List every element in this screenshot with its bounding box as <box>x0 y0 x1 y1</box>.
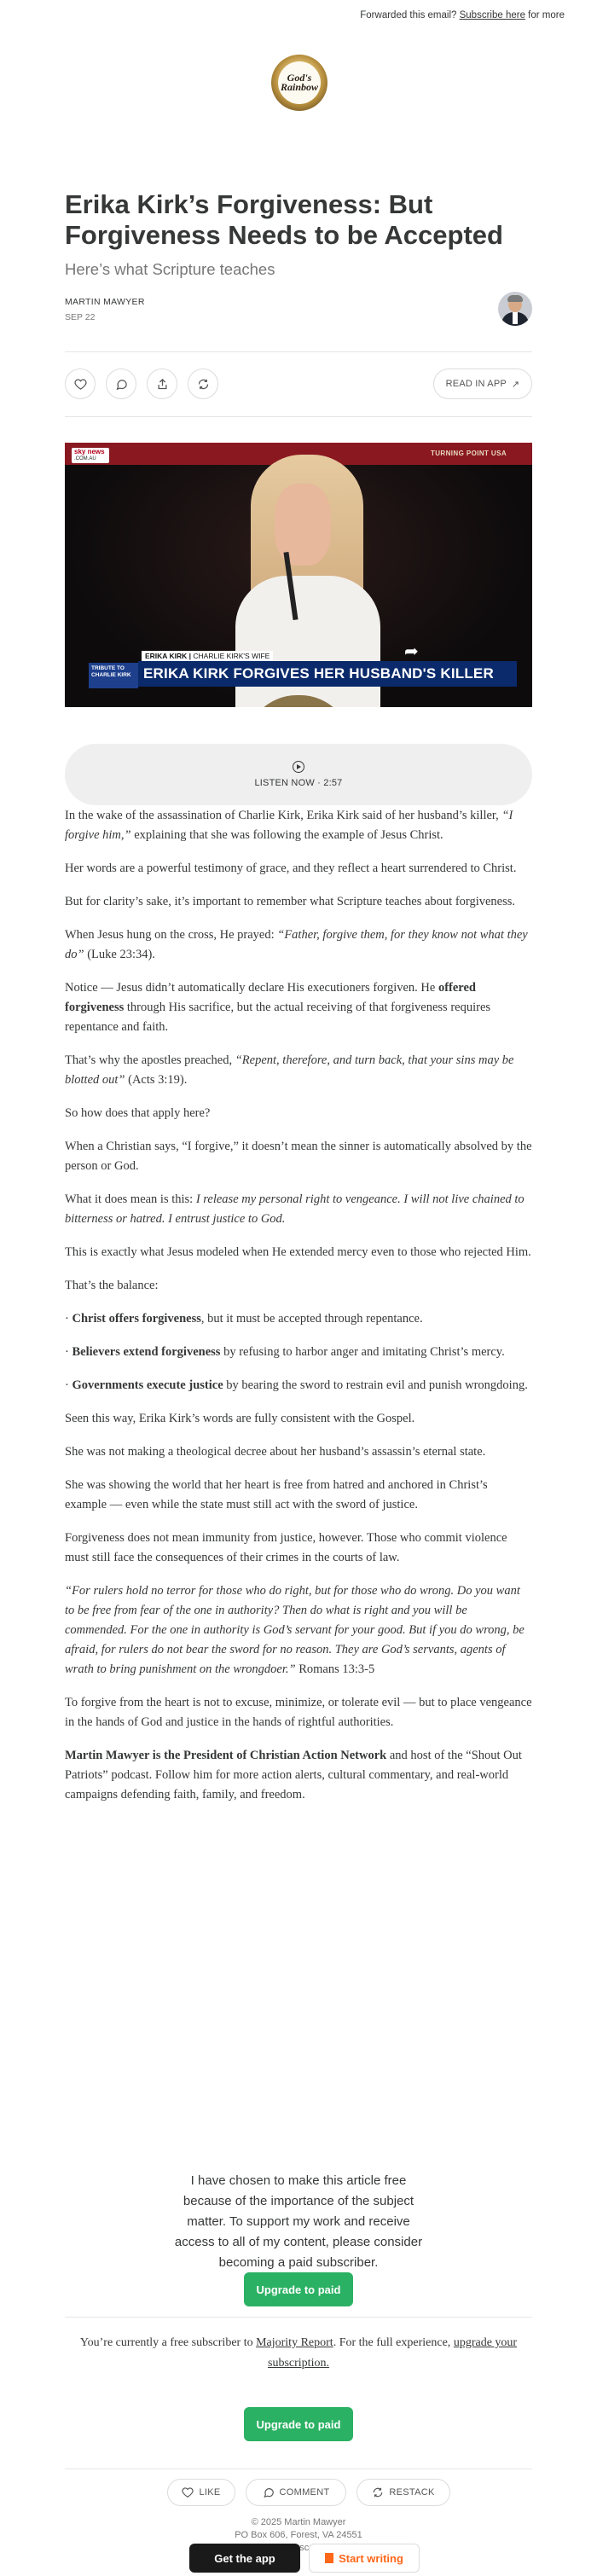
paragraph: What it does mean is this: I release my personal right to vengeance. I will not live chained to bitterness or hatred. I entrust justice to God. <box>65 1192 525 1226</box>
side-badge: TRIBUTE TO CHARLIE KIRK <box>89 663 138 688</box>
heart-icon <box>74 378 87 391</box>
paragraph: When Jesus hung on the cross, He prayed: “Father, forgive them, for they know not what they do” (Luke 23:34). <box>65 928 528 961</box>
post-date: SEP 22 <box>65 312 96 322</box>
paragraph: That’s the balance: <box>65 1279 159 1292</box>
upgrade-to-paid-button-2[interactable]: Upgrade to paid <box>244 2407 353 2441</box>
share-button[interactable] <box>147 368 177 399</box>
divider <box>65 2317 532 2318</box>
like-pill-button[interactable]: LIKE <box>167 2479 235 2506</box>
start-writing-button[interactable]: Start writing <box>309 2544 420 2573</box>
bottom-cta-row <box>0 2544 597 2576</box>
comment-icon <box>263 2486 275 2498</box>
paragraph: Seen this way, Erika Kirk’s words are fully consistent with the Gospel. <box>65 1412 415 1425</box>
paragraph: That’s why the apostles preached, “Repent, therefore, and turn back, that your sins may be blotted out” (Acts 3:19). <box>65 1053 514 1087</box>
restack-icon <box>372 2486 384 2498</box>
publication-link[interactable]: Majority Report <box>256 2336 333 2349</box>
like-button[interactable] <box>65 368 96 399</box>
paragraph: In the wake of the assassination of Charlie Kirk, Erika Kirk said of her husband’s killer, “I forgive him,” explaining that she was following the example of Jesus Christ. <box>65 809 513 842</box>
share-arrow-icon: ➦ <box>404 642 419 661</box>
restack-icon <box>197 378 210 391</box>
paragraph: Notice — Jesus didn’t automatically declare His executioners forgiven. He offered forgiveness through His sacrifice, but the actual receiving of that forgiveness requires repentance and faith. <box>65 981 491 1034</box>
post-title[interactable]: Erika Kirk’s Forgiveness: But Forgiveness Needs to be Accepted <box>65 189 503 250</box>
paragraph: This is exactly what Jesus modeled when He extended mercy even to those who rejected Him. <box>65 1245 531 1259</box>
upgrade-subscription-link[interactable]: upgrade your subscription. <box>268 2336 518 2370</box>
list-item: · Governments execute justice by bearing the sword to restrain evil and punish wrongdoing. <box>65 1378 528 1392</box>
arrow-up-right-icon: ↗ <box>511 379 520 390</box>
comment-icon <box>115 378 128 391</box>
read-in-app-button[interactable]: READ IN APP ↗ <box>433 368 532 399</box>
substack-icon <box>325 2553 333 2563</box>
listen-now-button[interactable]: LISTEN NOW · 2:57 <box>65 744 532 805</box>
heart-icon <box>182 2486 194 2498</box>
get-the-app-button[interactable]: Get the app <box>189 2544 300 2573</box>
divider <box>65 416 532 417</box>
paragraph: When a Christian says, “I forgive,” it doesn’t mean the sinner is automatically absolved by the person or God. <box>65 1140 532 1173</box>
share-icon <box>156 378 169 391</box>
comment-pill-button[interactable]: COMMENT <box>246 2479 346 2506</box>
forward-notice: Forwarded this email? Subscribe here for more <box>360 10 565 20</box>
lower-third-name: ERIKA KIRK | CHARLIE KIRK'S WIFE <box>142 651 273 661</box>
venue-text: TURNING POINT USA <box>430 450 507 457</box>
post-subtitle: Here’s what Scripture teaches <box>65 260 275 278</box>
paragraph: She was not making a theological decree about her husband’s assassin’s eternal state. <box>65 1445 486 1459</box>
subscription-note: You’re currently a free subscriber to Majority Report. For the full experience, upgrade your subscription. <box>79 2336 518 2370</box>
paragraph: Forgiveness does not mean immunity from justice, however. Those who commit violence must still face the consequences of their crimes in the courts of law. <box>65 1531 507 1564</box>
paragraph: She was showing the world that her heart is free from hatred and anchored in Christ’s example — even while the state must still act with the sword of justice. <box>65 1478 488 1511</box>
list-item: · Believers extend forgiveness by refusing to harbor anger and imitating Christ’s mercy. <box>65 1345 505 1359</box>
author-name[interactable]: MARTIN MAWYER <box>65 297 145 307</box>
scripture-quote: “For rulers hold no terror for those who do right, but for those who do wrong. Do you want to be free from fear of the one in authority? Then do what is right and you will be commended. For the one in authority is God’s servant for your good. But if you do wrong, be afraid, for rulers do not bear the sword for no reason. They are God’s servants, agents of wrath to bring punishment on the wrongdoer.” Romans 13:3-5 <box>65 1584 525 1676</box>
paragraph: To forgive from the heart is not to excuse, minimize, or tolerate evil — but to place vengeance in the hands of God and justice in the hands of rightful authorities. <box>65 1696 532 1729</box>
cta-text: I have chosen to make this article free because of the importance of the subject matter. To support my work and receive access to all of my content, please consider becoming a paid subscriber. <box>174 2173 423 2270</box>
play-icon <box>293 761 304 773</box>
restack-pill-button[interactable]: RESTACK <box>356 2479 450 2506</box>
paragraph: So how does that apply here? <box>65 1106 211 1120</box>
divider <box>65 351 532 352</box>
sky-news-logo: sky news .COM.AU <box>72 448 109 463</box>
article-body <box>65 806 532 1819</box>
author-avatar[interactable] <box>498 292 532 326</box>
paragraph: But for clarity’s sake, it’s important to remember what Scripture teaches about forgiveness. <box>65 895 516 908</box>
hero-image[interactable] <box>65 443 532 707</box>
footer: © 2025 Martin Mawyer PO Box 606, Forest, VA 24551 <box>0 2516 597 2555</box>
upgrade-to-paid-button[interactable]: Upgrade to paid <box>244 2272 353 2306</box>
list-item: · Christ offers forgiveness, but it must be accepted through repentance. <box>65 1312 423 1326</box>
subscribe-link[interactable]: Subscribe here <box>459 10 525 20</box>
headline-banner: ERIKA KIRK FORGIVES HER HUSBAND'S KILLER <box>138 661 517 687</box>
logo-text: God's Rainbow <box>278 61 321 104</box>
comment-button[interactable] <box>106 368 136 399</box>
publication-logo[interactable] <box>271 55 327 111</box>
restack-button[interactable] <box>188 368 218 399</box>
author-bio: Martin Mawyer is the President of Christian Action Network and host of the “Shout Out Patriots” podcast. Follow him for more action alerts, cultural commentary, and real-world campaigns defending faith, family, and freedom. <box>65 1749 522 1801</box>
paragraph: Her words are a powerful testimony of grace, and they reflect a heart surrendered to Christ. <box>65 862 517 875</box>
